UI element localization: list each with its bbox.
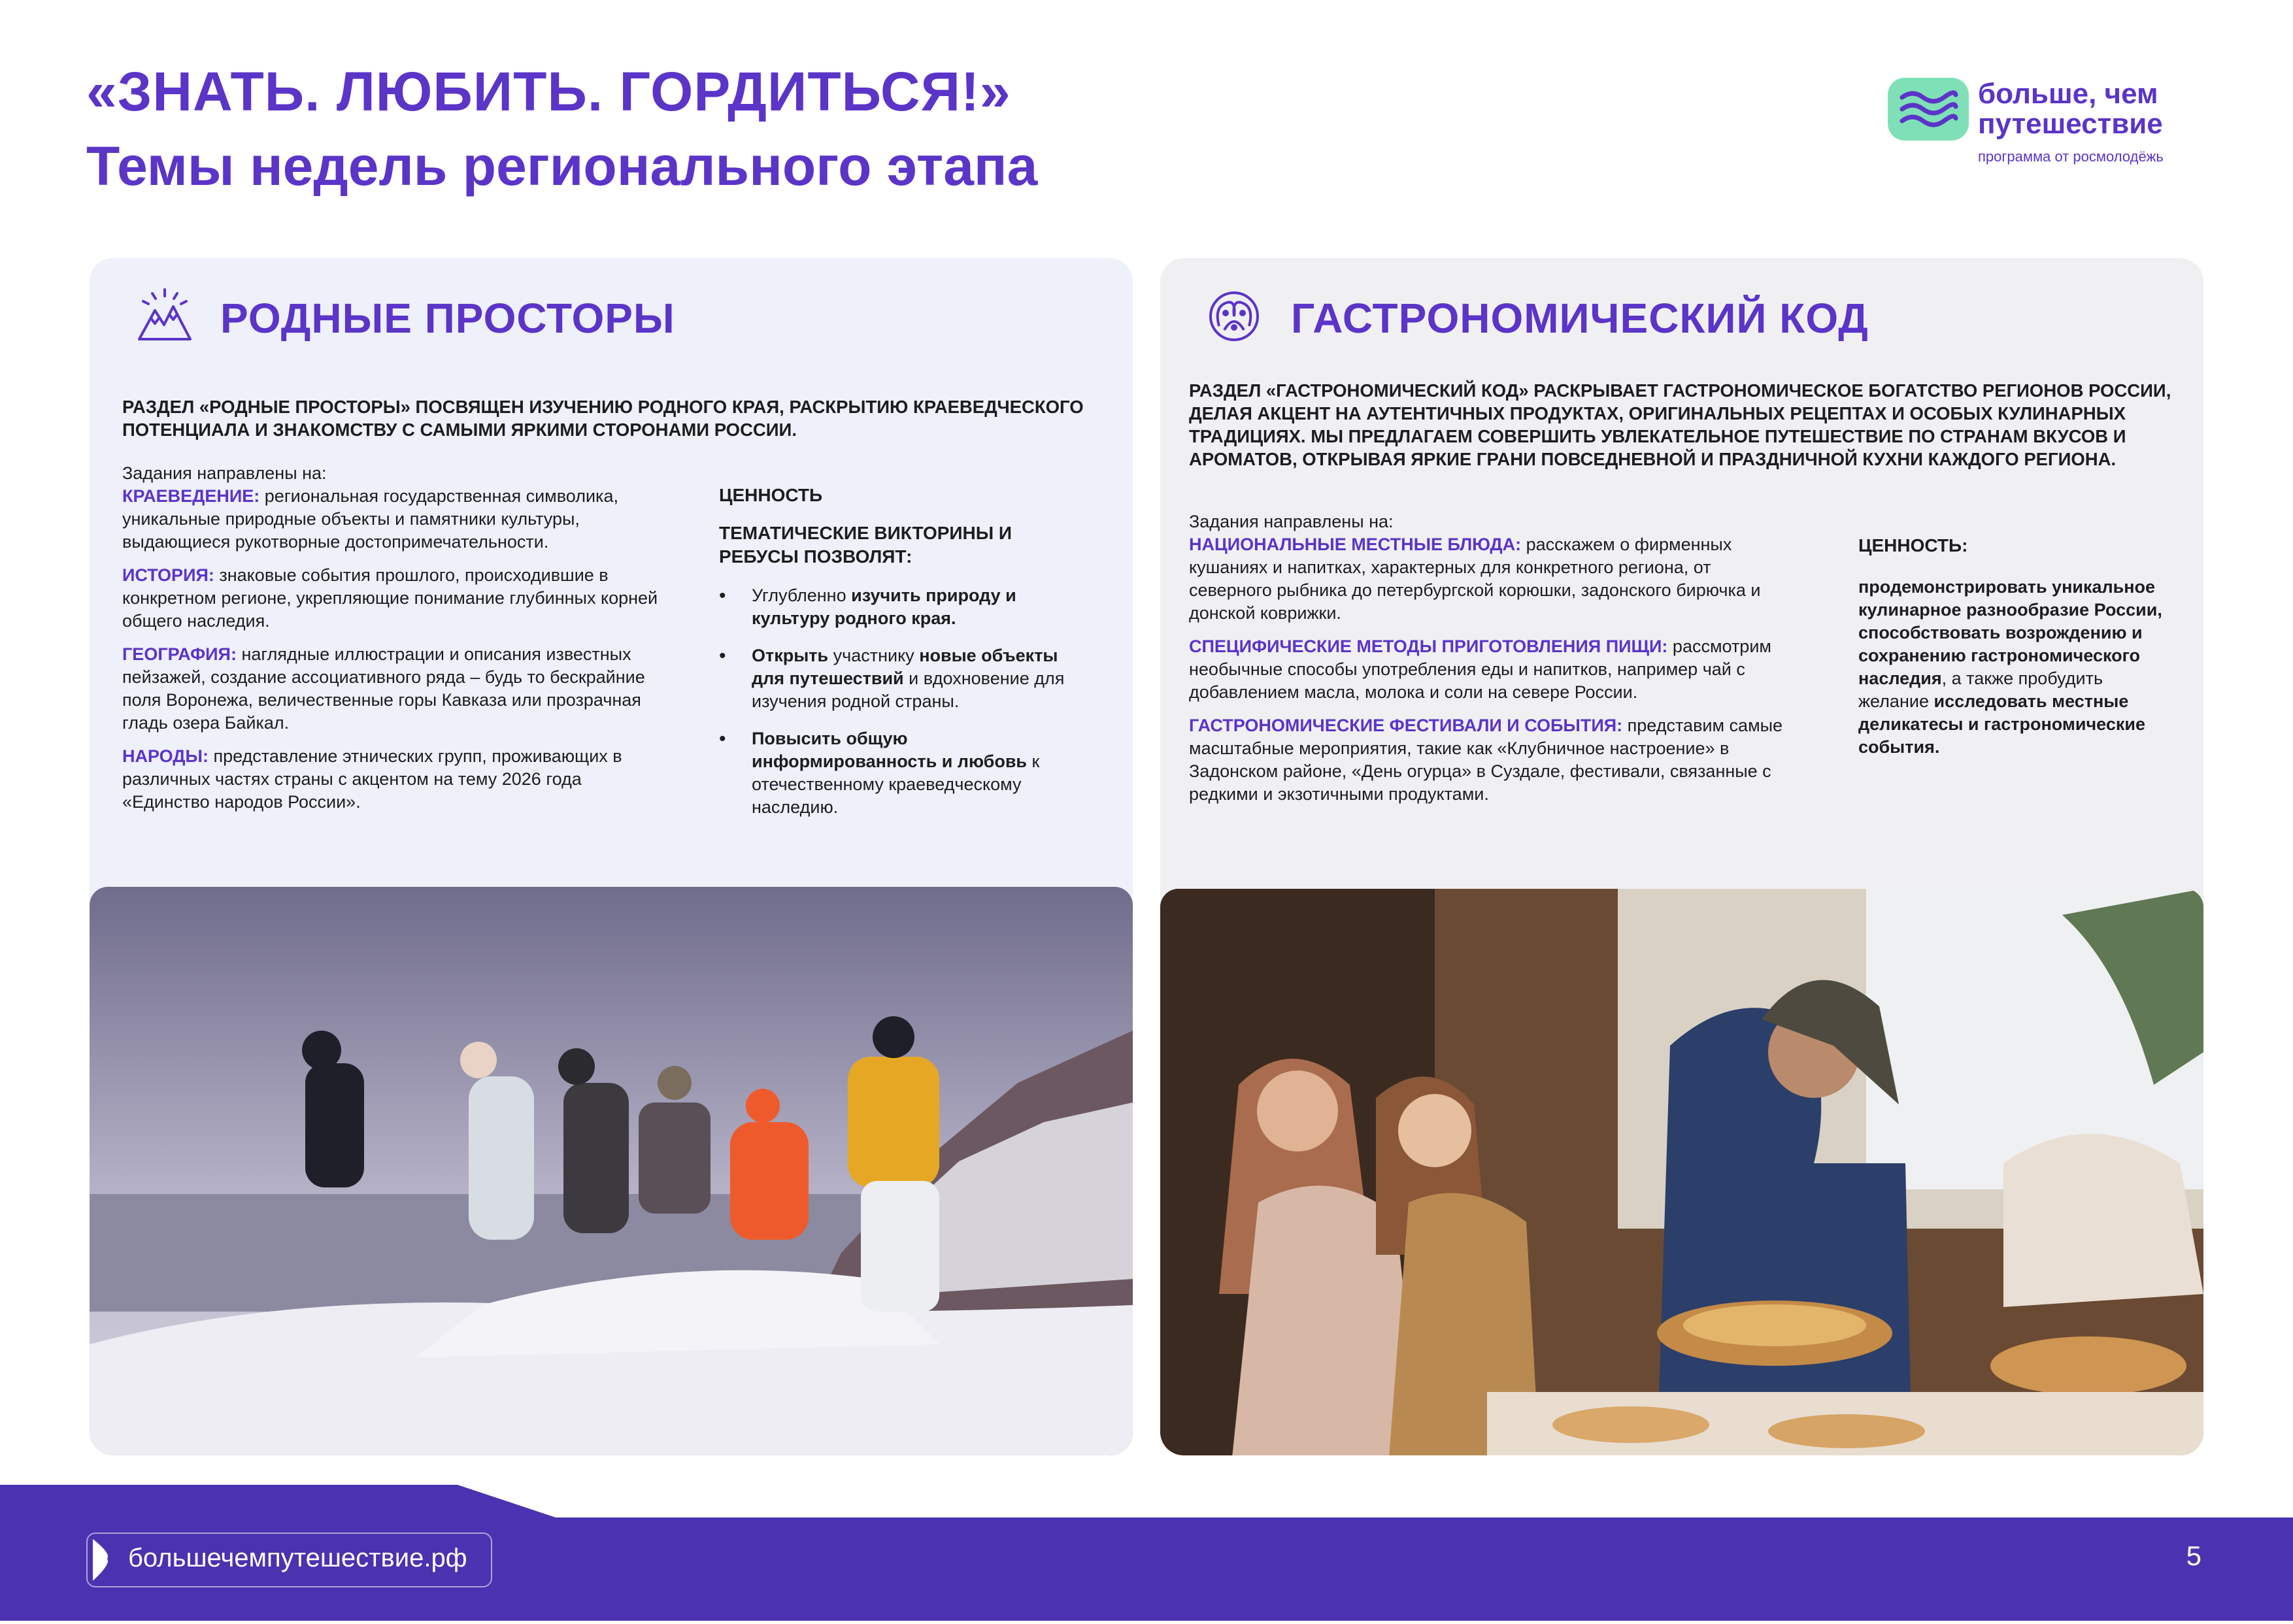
value-subtitle: ТЕМАТИЧЕСКИЕ ВИКТОРИНЫ И РЕБУСЫ ПОЗВОЛЯТ: bbox=[719, 523, 1013, 567]
value-title: ЦЕННОСТЬ bbox=[719, 485, 823, 505]
card-gastronomicheskiy-kod bbox=[1160, 258, 2203, 1455]
logo-text: больше, чем путешествие bbox=[1978, 78, 2163, 140]
card-title: ГАСТРОНОМИЧЕСКИЙ КОД bbox=[1291, 295, 1869, 342]
value-title: ЦЕННОСТЬ: bbox=[1858, 535, 1968, 555]
mountains-icon bbox=[135, 287, 194, 346]
value-list bbox=[719, 584, 1085, 819]
card-rodnye-prostory bbox=[90, 258, 1133, 1455]
card-lead: РАЗДЕЛ «ГАСТРОНОМИЧЕСКИЙ КОД» РАСКРЫВАЕТ ГАСТРОНОМИЧЕСКОЕ БОГАТСТВО РЕГИОНОВ РОССИИ, ДЕЛАЯ АКЦЕНТ НА АУТЕНТИЧНЫХ ПРОДУКТАХ, ОРИГИНАЛЬНЫХ РЕЦЕПТАХ И ОСОБЫХ КУЛИНАРНЫХ ТРАДИЦИЯХ. МЫ ПРЕДЛАГАЕМ СОВЕРШИТЬ УВЛЕКАТЕЛЬНОЕ ПУТЕШЕСТВИЕ ПО СТРАНАМ ВКУСОВ И АРОМАТОВ, ОТКРЫВАЯ ЯРКИЕ ГРАНИ ПОВСЕДНЕВНОЙ И ПРАЗДНИЧНОЙ КУХНИ КАЖДОГО РЕГИОНА. bbox=[1189, 380, 2171, 469]
website-url[interactable]: большечемпутешествие.рф bbox=[128, 1544, 467, 1572]
value-column bbox=[1858, 534, 2166, 759]
tasks-column bbox=[1189, 510, 1790, 806]
tasks-intro: Задания направлены на: bbox=[1189, 512, 1394, 531]
card-lead: РАЗДЕЛ «РОДНЫЕ ПРОСТОРЫ» ПОСВЯЩЕН ИЗУЧЕНИЮ РОДНОГО КРАЯ, РАСКРЫТИЮ КРАЕВЕДЧЕСКОГО ПОТЕНЦИАЛА И ЗНАКОМСТВУ С САМЫМИ ЯРКИМИ СТОРОНАМИ РОССИИ. bbox=[122, 397, 1084, 440]
logo-waves-icon bbox=[1888, 78, 1969, 141]
pretzel-icon bbox=[1205, 287, 1264, 346]
page-subtitle: Темы недель регионального этапа bbox=[86, 135, 1038, 197]
task-kraevedenie: КРАЕВЕДЕНИЕ: региональная государственная символика, уникальные природные объекты и памятники культуры, выдающиеся рукотворные достопримечательности. bbox=[122, 486, 618, 552]
task-istoriya: ИСТОРИЯ: знаковые события прошлого, происходившие в конкретном регионе, укрепляющие понимание глубинных корней общего наследия. bbox=[122, 565, 658, 631]
page-number: 5 bbox=[2186, 1540, 2201, 1571]
task-narody: НАРОДЫ: представление этнических групп, проживающих в различных частях страны с акцентом на тему 2026 года «Единство народов России». bbox=[122, 746, 622, 812]
list-item: • Повысить общую информированность и любовь к отечественному краеведческому наследию. bbox=[719, 727, 1085, 819]
tasks-intro: Задания направлены на: bbox=[122, 463, 327, 483]
cooking-pie-photo bbox=[1160, 889, 2203, 1455]
card-title: РОДНЫЕ ПРОСТОРЫ bbox=[220, 295, 675, 342]
value-text: продемонстрировать уникальное кулинарное разнообразие России, способствовать возрождению и сохранению гастрономического наследия, а также пробудить желание исследовать местные деликатесы и гастрономические события. bbox=[1858, 577, 2162, 757]
list-item: • Открыть участнику новые объекты для путешествий и вдохновение для изучения родной страны. bbox=[719, 644, 1085, 713]
list-item: • Углубленно изучить природу и культуру родного края. bbox=[719, 584, 1085, 630]
link-flag-icon bbox=[85, 1534, 111, 1583]
task-methods: СПЕЦИФИЧЕСКИЕ МЕТОДЫ ПРИГОТОВЛЕНИЯ ПИЩИ: рассмотрим необычные способы употребления еды и напитков, например чай с добавлением масла, молока и соли на севере России. bbox=[1189, 637, 1771, 702]
task-dishes: НАЦИОНАЛЬНЫЕ МЕСТНЫЕ БЛЮДА: расскажем о фирменных кушаниях и напитках, характерных для конкретного региона, от северного рыбника до петербургской корюшки, задонского бирючка и донской коврижки. bbox=[1189, 535, 1761, 623]
logo-subtitle: программа от росмолодёжь bbox=[1978, 148, 2164, 165]
task-geografiya: ГЕОГРАФИЯ: наглядные иллюстрации и описания известных пейзажей, создание ассоциативного ряда – будь то бескрайние поля Воронежа, величественные горы Кавказа или прозрачная гладь озера Байкал. bbox=[122, 644, 645, 733]
task-festivals: ГАСТРОНОМИЧЕСКИЕ ФЕСТИВАЛИ И СОБЫТИЯ: представим самые масштабные мероприятия, такие как «Клубничное настроение» в Задонском районе, «День огурца» в Суздале, фестивали, связанные с редкими и экзотичными продуктами. bbox=[1189, 716, 1783, 804]
winter-group-photo bbox=[90, 887, 1133, 1455]
tasks-column bbox=[122, 462, 671, 814]
logo bbox=[1888, 75, 2208, 173]
page-title: «ЗНАТЬ. ЛЮБИТЬ. ГОРДИТЬСЯ!» bbox=[86, 61, 1011, 122]
value-column bbox=[719, 484, 1085, 833]
